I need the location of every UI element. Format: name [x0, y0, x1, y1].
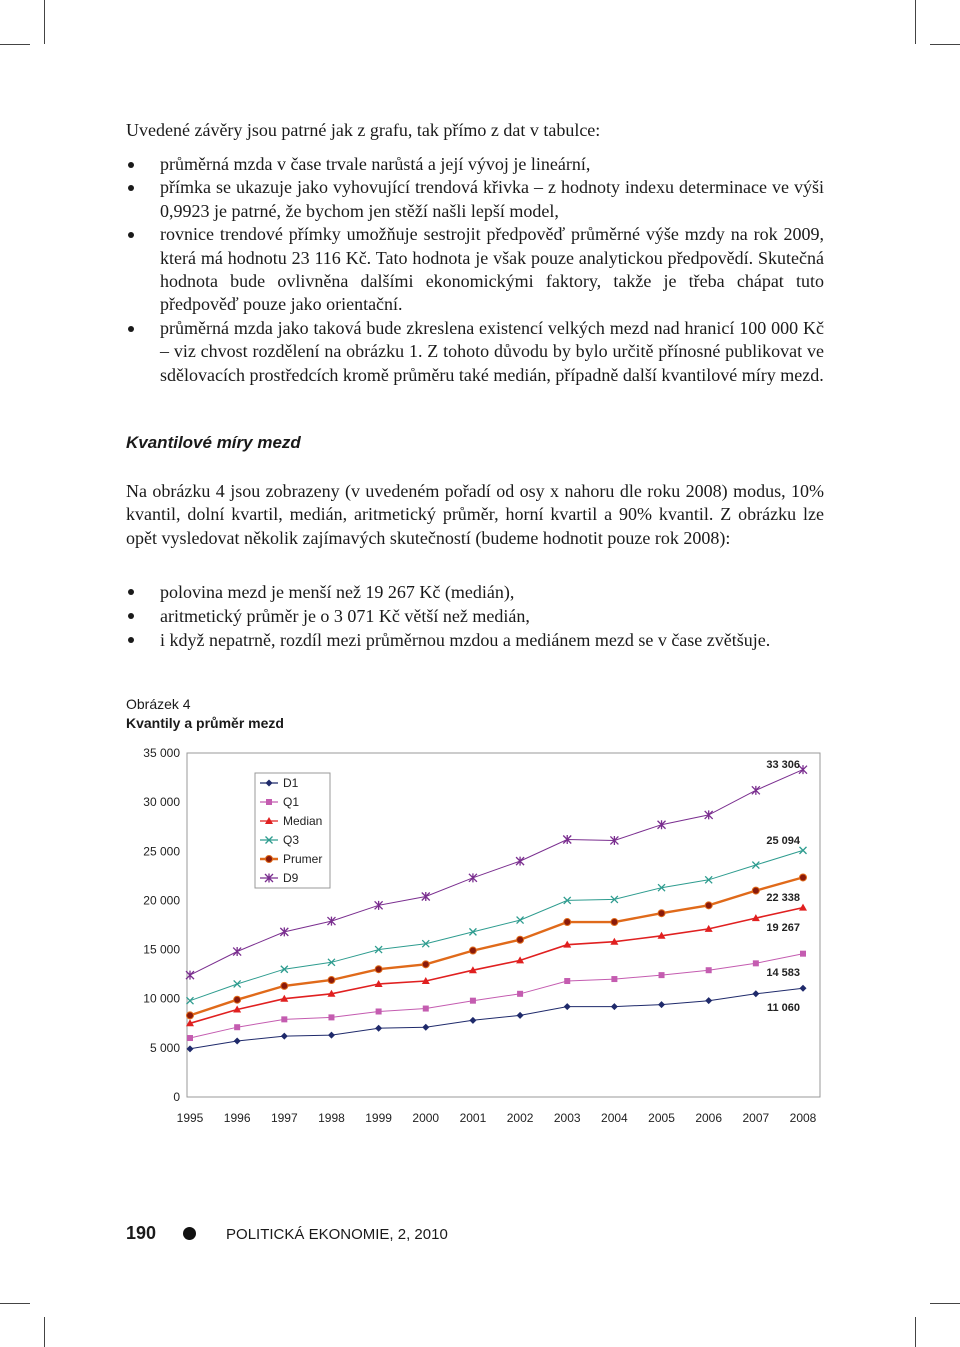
- crop-mark: [915, 0, 916, 44]
- list-item: aritmetický průměr je o 3 071 Kč větší než medián,: [126, 604, 824, 628]
- figure-label: Obrázek 4: [126, 696, 191, 712]
- data-point: [706, 967, 712, 973]
- data-point: [469, 1017, 476, 1024]
- value-label: 33 306: [766, 759, 800, 771]
- data-point: [187, 1012, 194, 1019]
- crop-mark: [0, 1303, 30, 1304]
- data-point: [423, 1006, 429, 1012]
- crop-mark: [915, 1317, 916, 1347]
- data-point: [422, 892, 430, 901]
- quantile-line-chart: [120, 740, 840, 1140]
- y-tick-label: 10 000: [143, 991, 180, 1006]
- journal-name: POLITICKÁ EKONOMIE, 2, 2010: [226, 1226, 448, 1243]
- x-tick-label: 2006: [695, 1111, 723, 1125]
- intro-paragraph: Uvedené závěry jsou patrné jak z grafu, tak přímo z dat v tabulce:: [126, 120, 601, 140]
- data-point: [376, 1008, 382, 1014]
- data-point: [564, 919, 571, 926]
- data-point: [281, 1016, 287, 1022]
- x-tick-label: 1996: [223, 1111, 251, 1125]
- legend-label: Prumer: [283, 852, 323, 866]
- data-point: [753, 960, 759, 966]
- data-point: [658, 1001, 665, 1008]
- data-point: [469, 873, 477, 882]
- data-point: [658, 820, 666, 829]
- legend-label: Median: [283, 814, 323, 828]
- crop-mark: [930, 44, 960, 45]
- data-point: [800, 847, 807, 854]
- data-point: [705, 997, 712, 1004]
- legend-label: D1: [283, 776, 299, 790]
- data-point: [328, 1032, 335, 1039]
- x-tick-label: 2002: [506, 1111, 534, 1125]
- data-point: [266, 856, 273, 863]
- data-point: [800, 985, 807, 992]
- data-point: [611, 976, 617, 982]
- x-tick-label: 2004: [601, 1111, 628, 1125]
- data-point: [658, 910, 665, 917]
- page-footer: [126, 1223, 448, 1244]
- separator-dot: [183, 1227, 196, 1240]
- data-point: [470, 998, 476, 1004]
- data-point: [375, 901, 383, 910]
- value-label: 19 267: [766, 922, 800, 934]
- facts-list: [126, 580, 824, 652]
- data-point: [705, 810, 713, 819]
- x-tick-label: 2007: [742, 1111, 770, 1125]
- list-item: polovina mezd je menší než 19 267 Kč (medián),: [126, 580, 824, 604]
- crop-mark: [0, 44, 30, 45]
- data-point: [659, 972, 665, 978]
- data-point: [517, 917, 524, 924]
- data-point: [234, 996, 241, 1003]
- data-point: [752, 990, 759, 997]
- value-label: 14 583: [766, 967, 800, 979]
- data-point: [187, 1035, 193, 1041]
- crop-mark: [930, 1303, 960, 1304]
- data-point: [233, 947, 241, 956]
- value-label: 22 338: [766, 892, 800, 904]
- y-tick-label: 35 000: [143, 746, 180, 760]
- body-paragraph: Na obrázku 4 jsou zobrazeny (v uvedeném pořadí od osy x nahoru dle roku 2008) modus, 10% kvantil, dolní kvartil, medián, aritmetický průměr, horní kvartil a 90% kvantil. Z obrázku lze opět vysledovat několik zajímavých skutečností (budeme hodnotit pouze rok 2008):: [126, 481, 824, 548]
- data-point: [422, 961, 429, 968]
- data-point: [611, 919, 618, 926]
- y-tick-label: 25 000: [143, 844, 180, 859]
- series-median: [186, 904, 807, 1027]
- legend-label: D9: [283, 871, 299, 885]
- page-number: 190: [126, 1223, 157, 1243]
- data-point: [752, 887, 759, 894]
- list-item: průměrná mzda v čase trvale narůstá a její vývoj je lineární,: [126, 153, 824, 176]
- x-tick-label: 1995: [176, 1111, 204, 1125]
- data-point: [564, 978, 570, 984]
- chart-legend: [255, 773, 330, 888]
- y-tick-label: 0: [173, 1090, 180, 1104]
- data-point: [800, 874, 807, 881]
- data-point: [799, 765, 807, 774]
- figure-title: Kvantily a průměr mezd: [126, 715, 284, 731]
- x-tick-label: 2000: [412, 1111, 440, 1125]
- list-item: přímka se ukazuje jako vyhovující trendová křivka – z hodnoty indexu determinace ve výši 0,9923 je patrné, že bychom jen stěží našli lepší model,: [126, 176, 824, 223]
- y-axis: [143, 746, 180, 1104]
- data-point: [611, 1003, 618, 1010]
- series-q1: [187, 951, 806, 1041]
- data-point: [281, 982, 288, 989]
- x-tick-label: 2003: [553, 1111, 581, 1125]
- data-point: [752, 786, 760, 795]
- data-point: [564, 1003, 571, 1010]
- data-point: [705, 902, 712, 909]
- data-point: [266, 799, 272, 805]
- list-item: i když nepatrně, rozdíl mezi průměrnou mzdou a mediánem mezd se v čase zvětšuje.: [126, 628, 824, 652]
- data-point: [469, 928, 476, 935]
- y-tick-label: 30 000: [143, 795, 180, 810]
- data-point: [281, 1033, 288, 1040]
- y-tick-label: 15 000: [143, 942, 180, 957]
- data-point: [375, 1025, 382, 1032]
- list-item: rovnice trendové přímky umožňuje sestrojit předpověď průměrné výše mzdy na rok 2009, která má hodnotu 23 116 Kč. Tato hodnota je však pouze analytickou předpovědí. Skutečná hodnota bude ovlivněna dalšími ekonomickými faktory, takže je třeba chápat tuto předpověď pouze jako orientační.: [126, 223, 824, 317]
- x-tick-label: 2005: [648, 1111, 675, 1125]
- x-tick-label: 1998: [318, 1111, 345, 1125]
- value-label: 11 060: [766, 1002, 800, 1014]
- series-d1: [187, 985, 807, 1053]
- data-point: [375, 966, 382, 973]
- series-line: [190, 877, 803, 1015]
- data-point: [469, 947, 476, 954]
- section-heading: Kvantilové míry mezd: [126, 433, 301, 452]
- x-tick-label: 1999: [365, 1111, 392, 1125]
- data-point: [517, 936, 524, 943]
- series-line: [190, 908, 803, 1024]
- legend-label: Q1: [283, 795, 300, 809]
- data-point: [187, 1045, 194, 1052]
- data-point: [752, 862, 759, 869]
- data-point: [327, 917, 335, 926]
- data-point: [517, 1012, 524, 1019]
- data-point: [234, 980, 241, 987]
- data-point: [800, 951, 806, 957]
- data-point: [517, 991, 523, 997]
- data-point: [280, 927, 288, 936]
- crop-mark: [44, 0, 45, 44]
- data-point: [234, 1024, 240, 1030]
- y-tick-label: 5 000: [149, 1040, 180, 1055]
- data-point: [799, 904, 807, 911]
- data-point: [516, 857, 524, 866]
- crop-mark: [44, 1317, 45, 1347]
- data-point: [187, 997, 194, 1004]
- x-tick-label: 1997: [270, 1111, 298, 1125]
- data-point: [234, 1037, 241, 1044]
- y-tick-label: 20 000: [143, 893, 180, 908]
- data-point: [328, 1014, 334, 1020]
- list-item: průměrná mzda jako taková bude zkreslena existencí velkých mezd nad hranicí 100 000 Kč – viz chvost rozdělení na obrázku 1. Z tohoto důvodu by bylo určitě přínosné publikovat ve sdělovacích prostředcích kromě průměru také medián, případně další kvantilové míry mezd.: [126, 317, 824, 387]
- x-axis: [177, 1111, 817, 1125]
- findings-list: [126, 153, 824, 387]
- value-label: 25 094: [766, 835, 800, 847]
- data-point: [328, 977, 335, 984]
- data-point: [422, 1024, 429, 1031]
- legend-label: Q3: [283, 833, 300, 847]
- x-tick-label: 2001: [459, 1111, 487, 1125]
- x-tick-label: 2008: [789, 1111, 817, 1125]
